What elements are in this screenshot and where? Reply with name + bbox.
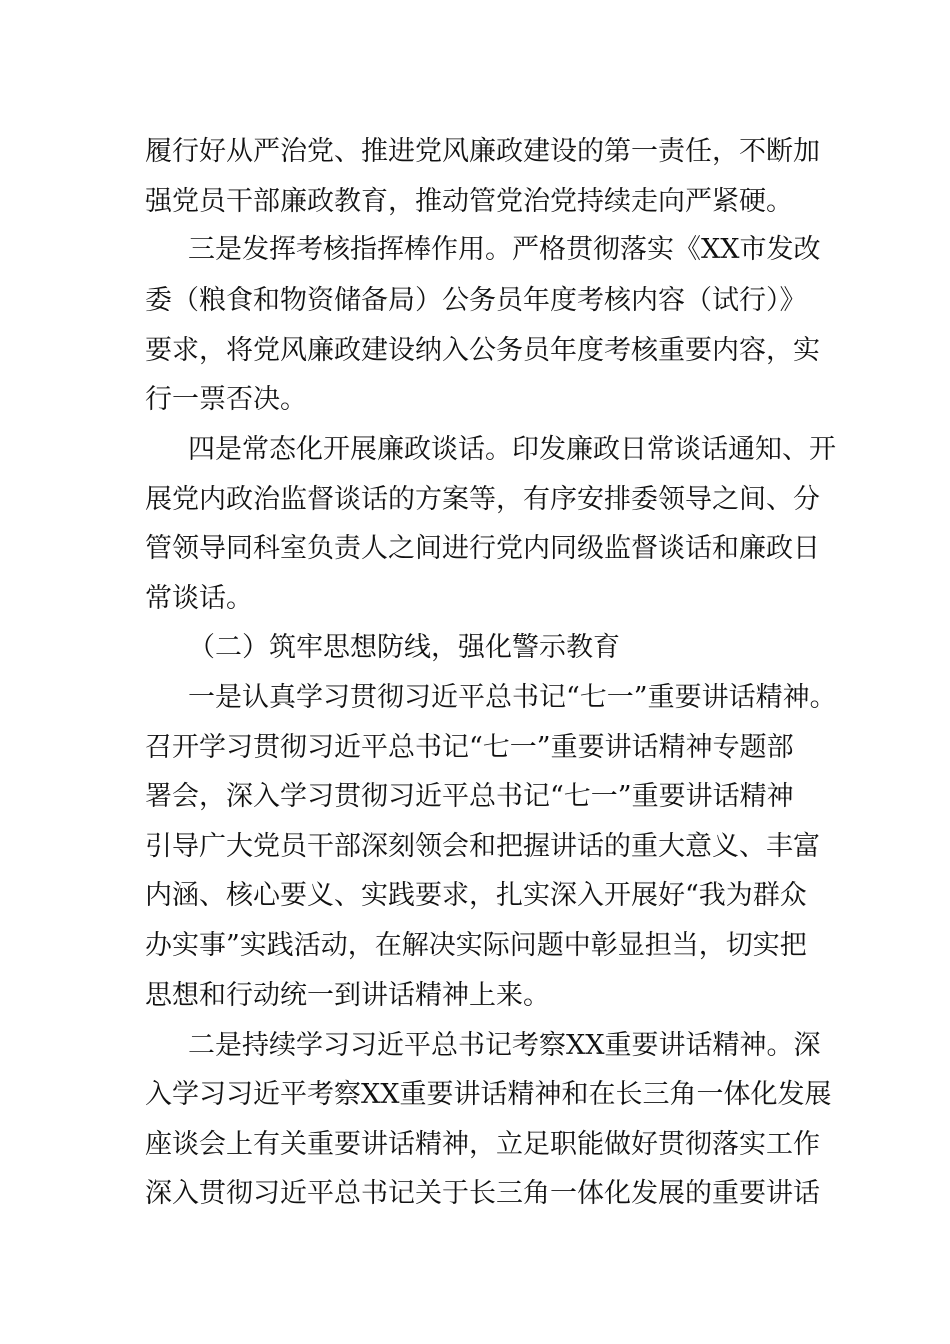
section-heading: （二）筑牢思想防线，强化警示教育 (188, 632, 620, 663)
paragraph-line: 委（粮食和物资储备局）公务员年度考核内容（试行）》 (145, 285, 807, 316)
paragraph-line: 展党内政治监督谈话的方案等，有序安排委领导之间、分 (145, 484, 820, 515)
paragraph-line: 引导广大党员干部深刻领会和把握讲话的重大意义、丰富 (145, 831, 820, 862)
paragraph-line: 常谈话。 (145, 583, 253, 614)
paragraph-line: 四是常态化开展廉政谈话。印发廉政日常谈话通知、开 (188, 434, 836, 465)
paragraph-line: 办实事”实践活动，在解决实际问题中彰显担当，切实把 (145, 930, 807, 961)
paragraph-line: 署会，深入学习贯彻习近平总书记“七一”重要讲话精神 (145, 781, 794, 812)
paragraph-line: 要求，将党风廉政建设纳入公务员年度考核重要内容，实 (145, 335, 820, 366)
paragraph-line: 思想和行动统一到讲话精神上来。 (145, 980, 550, 1011)
paragraph-line: 深入贯彻习近平总书记关于长三角一体化发展的重要讲话 (145, 1178, 820, 1209)
paragraph-line: 履行好从严治党、推进党风廉政建设的第一责任，不断加 (145, 136, 820, 167)
paragraph-line: 强党员干部廉政教育，推动管党治党持续走向严紧硬。 (145, 186, 793, 217)
paragraph-line: 入学习习近平考察XX重要讲话精神和在长三角一体化发展 (145, 1079, 832, 1110)
paragraph-line: 一是认真学习贯彻习近平总书记“七一”重要讲话精神。 (188, 682, 837, 713)
paragraph-line: 三是发挥考核指挥棒作用。严格贯彻落实《XX市发改 (188, 234, 821, 265)
paragraph-line: 二是持续学习习近平总书记考察XX重要讲话精神。深 (188, 1030, 821, 1061)
paragraph-line: 座谈会上有关重要讲话精神，立足职能做好贯彻落实工作 (145, 1129, 820, 1160)
paragraph-line: 召开学习贯彻习近平总书记“七一”重要讲话精神专题部 (145, 732, 794, 763)
paragraph-line: 管领导同科室负责人之间进行党内同级监督谈话和廉政日 (145, 533, 820, 564)
paragraph-line: 内涵、核心要义、实践要求，扎实深入开展好“我为群众 (145, 880, 807, 911)
paragraph-line: 行一票否决。 (145, 384, 307, 415)
